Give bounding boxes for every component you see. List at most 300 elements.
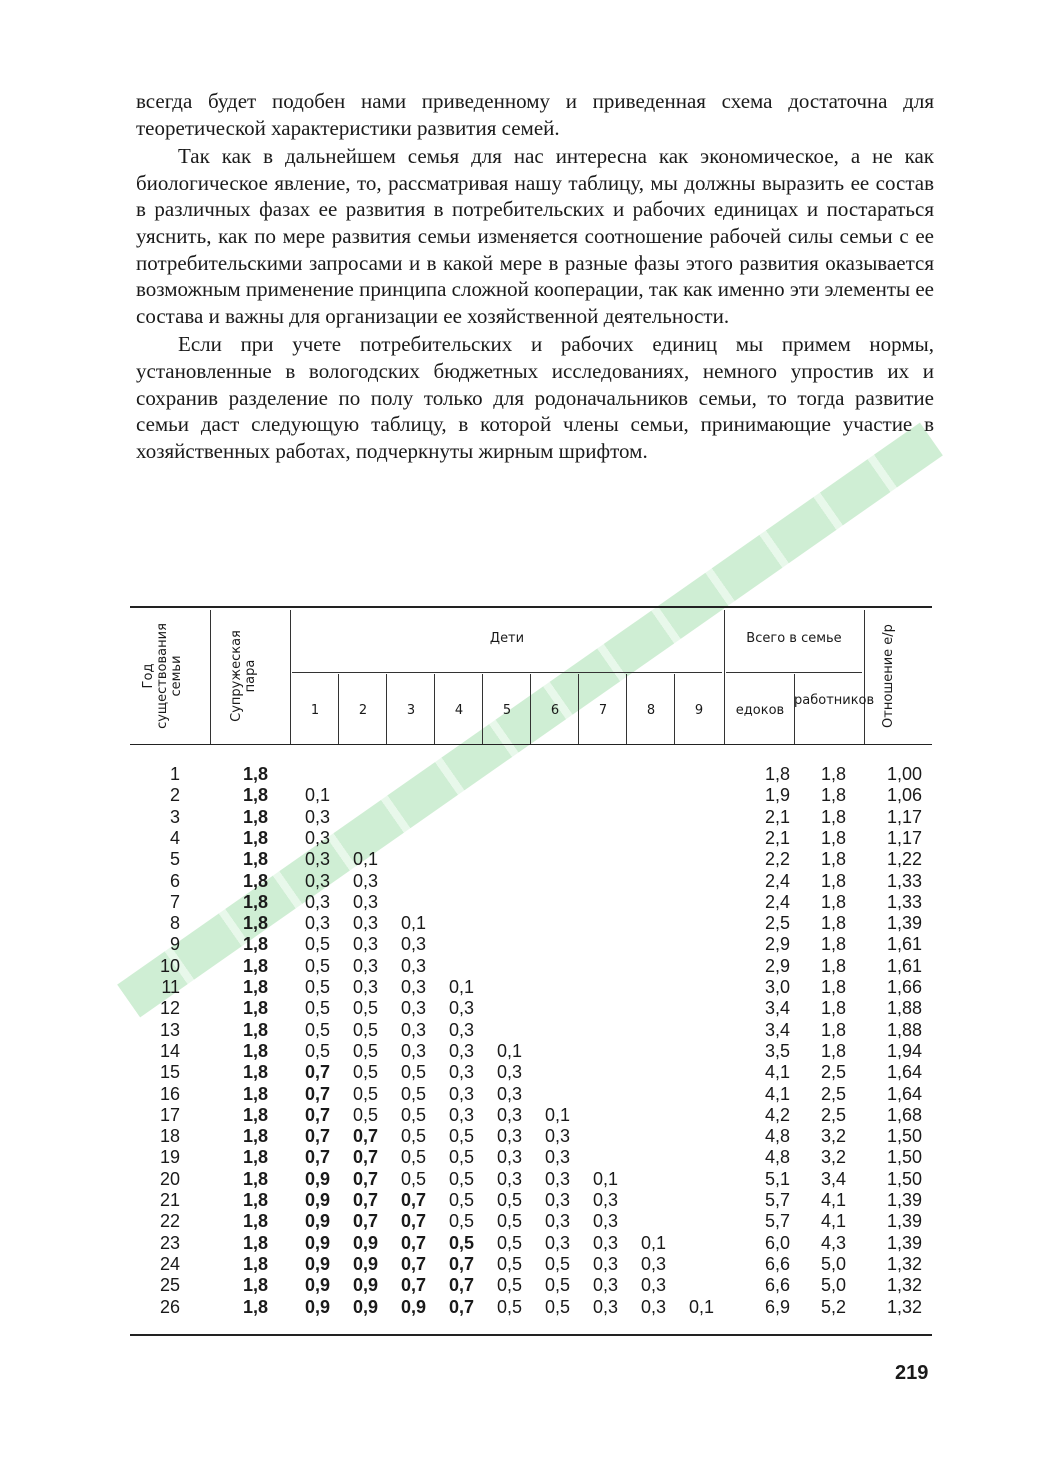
cell-couple: 1,8 [242,977,268,997]
table-row [130,1190,932,1211]
cell-year: 22 [159,1211,180,1232]
cell-year: 15 [159,1062,180,1083]
cell-child: 0,3 [304,870,330,891]
table-row [130,892,932,913]
table-top-rule [130,606,932,608]
cell-year: 18 [159,1126,180,1147]
cell-child: 0,3 [400,977,426,997]
cell-child: 0,5 [448,1190,474,1210]
cell-workers: 1,8 [820,934,846,955]
cell-eaters: 3,0 [764,977,790,997]
cell-couple: 1,8 [242,1296,268,1317]
cell-child: 0,5 [352,1083,378,1104]
total-header-rule [726,672,862,673]
cell-workers: 1,8 [820,849,846,870]
cell-eaters: 1,8 [764,764,790,784]
cell-eaters: 3,4 [764,1019,790,1040]
cell-child: 0,9 [352,1253,378,1274]
cell-couple: 1,8 [242,1104,268,1125]
cell-workers: 1,8 [820,870,846,891]
cell-child: 0,3 [640,1296,666,1317]
cell-child: 0,3 [352,891,378,912]
table-row [130,1169,932,1190]
cell-child: 0,3 [352,977,378,997]
cell-child: 0,3 [352,955,378,976]
cell-child: 0,7 [352,1147,378,1168]
cell-child: 0,7 [352,1211,378,1232]
cell-child: 0,5 [496,1253,522,1274]
cell-child: 0,9 [352,1296,378,1317]
cell-child: 0,7 [304,1147,330,1168]
cell-year: 26 [159,1296,180,1317]
cell-child: 0,5 [400,1126,426,1147]
table-row [130,1233,932,1254]
cell-child: 0,5 [304,1040,330,1061]
paragraph-1: всегда будет подобен нами приведенному и приведенная схема достаточна для теоретической характеристики развития семей. [136,89,934,140]
cell-child: 0,3 [496,1147,522,1168]
cell-couple: 1,8 [242,1126,268,1147]
cell-child: 0,9 [304,1275,330,1296]
cell-child: 0,5 [304,998,330,1019]
cell-eaters: 4,8 [764,1126,790,1147]
cell-couple: 1,8 [242,1083,268,1104]
cell-workers: 5,0 [820,1253,846,1274]
header-workers: работников [794,693,875,708]
cell-year: 3 [169,806,180,827]
child-col-header: 8 [646,703,656,718]
cell-eaters: 2,9 [764,934,790,955]
body-text [136,88,934,464]
child-col-header: 4 [454,703,464,718]
cell-ratio: 1,32 [886,1296,922,1317]
cell-child: 0,3 [544,1147,570,1168]
cell-child: 0,5 [544,1253,570,1274]
cell-ratio: 1,06 [886,785,922,806]
cell-workers: 1,8 [820,913,846,934]
cell-workers: 5,2 [820,1296,846,1317]
cell-child: 0,7 [448,1275,474,1296]
cell-child: 0,1 [592,1168,618,1189]
cell-year: 20 [159,1168,180,1189]
cell-child: 0,3 [400,934,426,955]
cell-couple: 1,8 [242,1147,268,1168]
cell-eaters: 2,2 [764,849,790,870]
cell-child: 0,5 [448,1232,474,1253]
cell-child: 0,3 [592,1211,618,1232]
cell-couple: 1,8 [242,1190,268,1210]
cell-child: 0,7 [352,1126,378,1147]
cell-child: 0,3 [448,998,474,1019]
table-row [130,1126,932,1147]
cell-ratio: 1,39 [886,913,922,934]
cell-ratio: 1,32 [886,1253,922,1274]
header-couple: Супружеская пара [229,630,258,722]
cell-child: 0,5 [400,1147,426,1168]
cell-year: 17 [159,1104,180,1125]
table-row [130,785,932,806]
cell-child: 0,7 [304,1083,330,1104]
cell-child: 0,5 [352,1062,378,1083]
cell-child: 0,9 [352,1232,378,1253]
cell-child: 0,3 [640,1275,666,1296]
cell-child: 0,7 [304,1062,330,1083]
table-row [130,1084,932,1105]
cell-child: 0,3 [448,1019,474,1040]
cell-year: 12 [159,998,180,1019]
col-sep [674,674,675,744]
cell-ratio: 1,17 [886,806,922,827]
cell-eaters: 6,6 [764,1253,790,1274]
cell-workers: 1,8 [820,1019,846,1040]
cell-eaters: 1,9 [764,785,790,806]
cell-workers: 1,8 [820,1040,846,1061]
cell-eaters: 3,4 [764,998,790,1019]
paragraph-3: Если при учете потребительских и рабочих единиц мы примем нормы, установленные в вологодских бюджетных исследованиях, немного упростив их и сохранив разделение по полу только для родоначальников семьи, то тогда развитие семьи даст следующую таблицу, в которой члены семьи, принимающие участие в хозяйственных работах, подчеркнуты жирным шрифтом. [136,332,934,463]
cell-couple: 1,8 [242,806,268,827]
cell-child: 0,3 [448,1040,474,1061]
cell-child: 0,3 [304,849,330,870]
cell-year: 9 [169,934,180,955]
cell-eaters: 6,0 [764,1232,790,1253]
table-row [130,998,932,1019]
cell-ratio: 1,32 [886,1275,922,1296]
header-ratio: Отношение е/р [881,624,896,728]
cell-eaters: 6,9 [764,1296,790,1317]
cell-child: 0,3 [544,1126,570,1147]
cell-year: 7 [169,891,180,912]
cell-child: 0,5 [448,1211,474,1232]
cell-couple: 1,8 [242,1253,268,1274]
cell-child: 0,3 [352,870,378,891]
header-children: Дети [489,631,525,646]
cell-year: 16 [159,1083,180,1104]
cell-child: 0,9 [304,1190,330,1210]
cell-eaters: 2,1 [764,827,790,848]
child-col-header: 6 [550,703,560,718]
cell-child: 0,7 [400,1211,426,1232]
cell-eaters: 2,4 [764,891,790,912]
header-year: Год существования семьи [141,623,184,729]
cell-child: 0,5 [400,1168,426,1189]
cell-year: 2 [169,785,180,806]
col-sep [210,610,211,744]
child-col-header: 5 [502,703,512,718]
col-sep [530,674,531,744]
cell-child: 0,5 [448,1147,474,1168]
table-row [130,913,932,934]
cell-couple: 1,8 [242,913,268,934]
cell-workers: 2,5 [820,1062,846,1083]
cell-child: 0,3 [352,934,378,955]
cell-ratio: 1,39 [886,1232,922,1253]
cell-workers: 5,0 [820,1275,846,1296]
table-row [130,1275,932,1296]
child-col-header: 9 [694,703,704,718]
table-row [130,1297,932,1318]
header-eaters: едоков [735,703,785,718]
cell-child: 0,7 [448,1253,474,1274]
cell-couple: 1,8 [242,1275,268,1296]
table-row [130,1254,932,1275]
table-row [130,1105,932,1126]
cell-child: 0,5 [496,1232,522,1253]
cell-year: 14 [159,1040,180,1061]
cell-child: 0,1 [496,1040,522,1061]
cell-child: 0,3 [304,806,330,827]
cell-child: 0,5 [400,1083,426,1104]
cell-child: 0,7 [352,1168,378,1189]
cell-child: 0,7 [304,1104,330,1125]
cell-year: 19 [159,1147,180,1168]
cell-couple: 1,8 [242,934,268,955]
table-header-rule [130,744,932,745]
cell-year: 13 [159,1019,180,1040]
table-row [130,1147,932,1168]
cell-child: 0,5 [352,1104,378,1125]
cell-child: 0,7 [400,1275,426,1296]
cell-child: 0,5 [448,1126,474,1147]
cell-ratio: 1,50 [886,1126,922,1147]
table-row [130,764,932,785]
cell-child: 0,9 [304,1296,330,1317]
cell-ratio: 1,39 [886,1190,922,1210]
cell-eaters: 5,7 [764,1211,790,1232]
cell-child: 0,3 [592,1253,618,1274]
cell-year: 25 [159,1275,180,1296]
cell-child: 0,5 [400,1104,426,1125]
cell-child: 0,9 [304,1168,330,1189]
cell-ratio: 1,50 [886,1147,922,1168]
cell-child: 0,3 [496,1083,522,1104]
cell-ratio: 1,64 [886,1083,922,1104]
table-row [130,977,932,998]
cell-child: 0,1 [448,977,474,997]
cell-child: 0,7 [448,1296,474,1317]
cell-child: 0,1 [640,1232,666,1253]
cell-ratio: 1,64 [886,1062,922,1083]
cell-couple: 1,8 [242,1019,268,1040]
cell-workers: 1,8 [820,827,846,848]
col-sep [578,674,579,744]
cell-year: 23 [159,1232,180,1253]
cell-child: 0,1 [544,1104,570,1125]
cell-child: 0,5 [304,955,330,976]
cell-workers: 1,8 [820,955,846,976]
cell-child: 0,3 [448,1104,474,1125]
paragraph-2: Так как в дальнейшем семья для нас интересна как экономическое, а не как биологическое явление, то, рассматривая нашу таблицу, мы должны выразить ее состав в различных фазах ее развития в потребительских и рабочих единицах и постараться уяснить, как по мере развития семьи изменяется соотношение рабочей силы семьи с ее потребительскими запросами и в какой мере в разные фазы этого развития оказывается возможным применение принципа сложной кооперации, так как именно эти элементы ее состава и важны для организации ее хозяйственной деятельности. [136,144,934,328]
cell-child: 0,1 [304,785,330,806]
cell-year: 8 [169,913,180,934]
cell-ratio: 1,33 [886,891,922,912]
table-row [130,849,932,870]
cell-year: 4 [169,827,180,848]
cell-ratio: 1,61 [886,955,922,976]
cell-child: 0,3 [496,1104,522,1125]
cell-workers: 3,2 [820,1147,846,1168]
cell-ratio: 1,66 [886,977,922,997]
cell-couple: 1,8 [242,764,268,784]
cell-couple: 1,8 [242,1211,268,1232]
cell-workers: 1,8 [820,785,846,806]
cell-child: 0,5 [496,1211,522,1232]
cell-couple: 1,8 [242,785,268,806]
cell-child: 0,5 [304,1019,330,1040]
cell-child: 0,3 [592,1190,618,1210]
cell-child: 0,7 [400,1253,426,1274]
cell-child: 0,7 [352,1190,378,1210]
cell-child: 0,7 [304,1126,330,1147]
cell-year: 6 [169,870,180,891]
cell-ratio: 1,00 [886,764,922,784]
cell-child: 0,3 [544,1168,570,1189]
cell-child: 0,3 [496,1062,522,1083]
table-row [130,1062,932,1083]
cell-ratio: 1,88 [886,1019,922,1040]
cell-child: 0,3 [448,1062,474,1083]
cell-eaters: 2,1 [764,806,790,827]
cell-year: 21 [159,1190,180,1210]
cell-ratio: 1,50 [886,1168,922,1189]
cell-child: 0,3 [544,1190,570,1210]
cell-couple: 1,8 [242,849,268,870]
cell-child: 0,3 [304,827,330,848]
cell-ratio: 1,68 [886,1104,922,1125]
cell-child: 0,3 [640,1253,666,1274]
cell-couple: 1,8 [242,827,268,848]
cell-workers: 1,8 [820,764,846,784]
cell-year: 10 [159,955,180,976]
cell-child: 0,1 [688,1296,714,1317]
cell-couple: 1,8 [242,1168,268,1189]
cell-couple: 1,8 [242,1062,268,1083]
cell-eaters: 5,7 [764,1190,790,1210]
cell-ratio: 1,33 [886,870,922,891]
cell-child: 0,5 [352,998,378,1019]
cell-child: 0,9 [304,1253,330,1274]
cell-year: 24 [159,1253,180,1274]
table-bottom-rule [130,1334,932,1336]
cell-year: 1 [169,764,180,784]
col-sep [434,674,435,744]
cell-child: 0,3 [400,1019,426,1040]
header-total: Всего в семье [746,631,842,646]
cell-workers: 3,2 [820,1126,846,1147]
cell-workers: 4,1 [820,1211,846,1232]
col-sep [794,674,795,744]
cell-eaters: 4,8 [764,1147,790,1168]
cell-child: 0,3 [400,1040,426,1061]
table-row [130,1020,932,1041]
child-col-header: 1 [310,703,320,718]
cell-workers: 1,8 [820,998,846,1019]
child-col-header: 2 [358,703,368,718]
table-row [130,956,932,977]
cell-child: 0,9 [304,1211,330,1232]
cell-eaters: 2,9 [764,955,790,976]
cell-eaters: 3,5 [764,1040,790,1061]
cell-workers: 1,8 [820,806,846,827]
cell-child: 0,3 [592,1296,618,1317]
cell-child: 0,3 [448,1083,474,1104]
page-number: 219 [895,1362,929,1384]
cell-child: 0,3 [544,1211,570,1232]
cell-child: 0,9 [304,1232,330,1253]
cell-child: 0,1 [400,913,426,934]
cell-couple: 1,8 [242,1040,268,1061]
table-row [130,807,932,828]
col-sep [482,674,483,744]
cell-child: 0,3 [496,1126,522,1147]
table-row [130,1041,932,1062]
cell-ratio: 1,94 [886,1040,922,1061]
cell-ratio: 1,61 [886,934,922,955]
cell-eaters: 2,5 [764,913,790,934]
cell-couple: 1,8 [242,998,268,1019]
col-sep [290,610,291,744]
cell-child: 0,5 [448,1168,474,1189]
col-sep [338,674,339,744]
cell-workers: 1,8 [820,977,846,997]
cell-ratio: 1,39 [886,1211,922,1232]
cell-workers: 2,5 [820,1104,846,1125]
col-sep [864,610,865,744]
cell-ratio: 1,22 [886,849,922,870]
cell-child: 0,3 [304,913,330,934]
cell-child: 0,5 [496,1296,522,1317]
table-row [130,1211,932,1232]
cell-child: 0,5 [400,1062,426,1083]
cell-child: 0,5 [544,1275,570,1296]
cell-child: 0,3 [352,913,378,934]
cell-couple: 1,8 [242,891,268,912]
cell-child: 0,7 [400,1232,426,1253]
col-sep [724,610,725,744]
child-col-header: 7 [598,703,608,718]
table-row [130,871,932,892]
cell-child: 0,5 [304,934,330,955]
cell-couple: 1,8 [242,955,268,976]
cell-eaters: 4,2 [764,1104,790,1125]
cell-eaters: 4,1 [764,1062,790,1083]
cell-child: 0,3 [496,1168,522,1189]
cell-child: 0,3 [400,998,426,1019]
cell-child: 0,5 [496,1275,522,1296]
cell-child: 0,9 [352,1275,378,1296]
cell-workers: 3,4 [820,1168,846,1189]
table-row [130,828,932,849]
cell-child: 0,7 [400,1190,426,1210]
cell-child: 0,3 [592,1275,618,1296]
col-sep [386,674,387,744]
cell-year: 11 [161,977,180,997]
cell-child: 0,3 [544,1232,570,1253]
cell-child: 0,1 [352,849,378,870]
cell-child: 0,3 [592,1232,618,1253]
child-col-header: 3 [406,703,416,718]
cell-child: 0,5 [496,1190,522,1210]
cell-eaters: 5,1 [764,1168,790,1189]
cell-child: 0,5 [352,1019,378,1040]
cell-ratio: 1,88 [886,998,922,1019]
cell-year: 5 [169,849,180,870]
children-header-rule [292,672,722,673]
table-row [130,934,932,955]
cell-eaters: 2,4 [764,870,790,891]
cell-couple: 1,8 [242,1232,268,1253]
cell-child: 0,5 [352,1040,378,1061]
cell-workers: 1,8 [820,891,846,912]
cell-workers: 2,5 [820,1083,846,1104]
